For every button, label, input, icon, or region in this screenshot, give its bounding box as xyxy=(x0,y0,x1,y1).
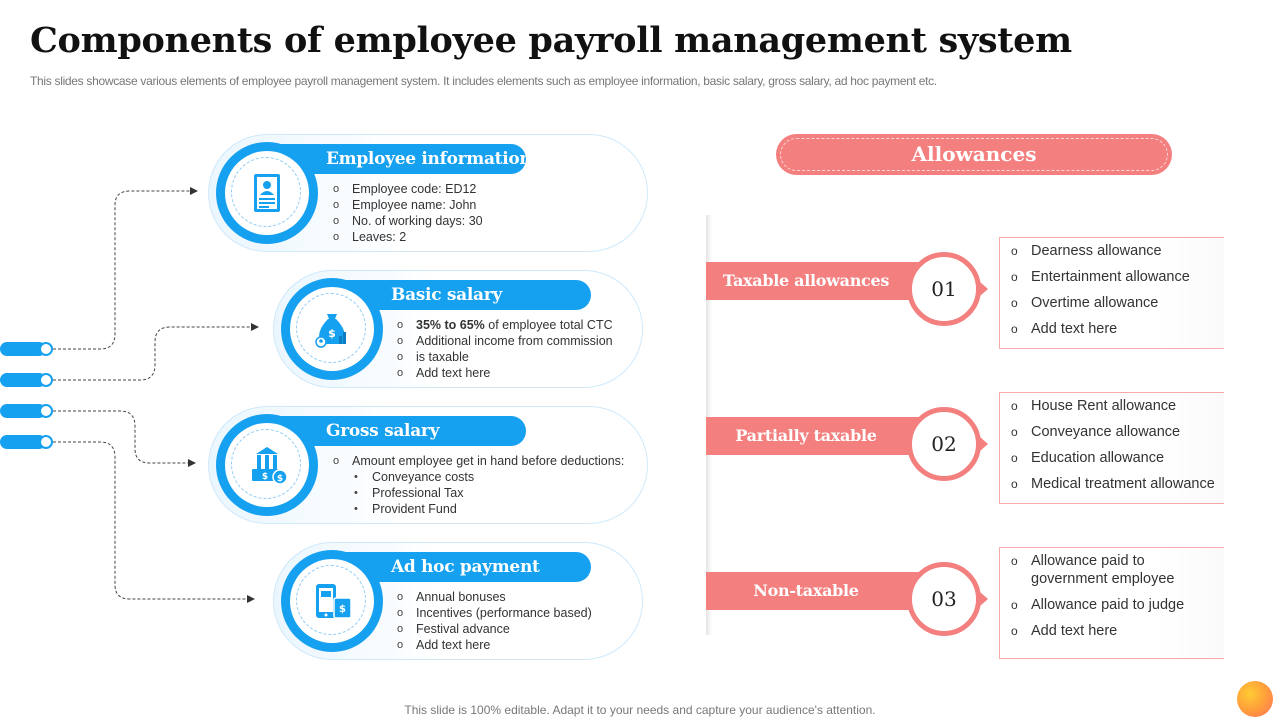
list-item-continuation: o is taxable xyxy=(396,349,613,365)
basic-salary-list xyxy=(396,317,613,381)
list-item: o Entertainment allowance xyxy=(1009,268,1190,286)
employee-information-card xyxy=(208,134,648,252)
svg-text:$: $ xyxy=(276,474,284,484)
gross-salary-card xyxy=(208,406,648,524)
list-item: o Add text here xyxy=(1009,622,1209,640)
ad-hoc-payment-label: Ad hoc payment xyxy=(391,557,540,577)
allowance-list xyxy=(1009,397,1215,501)
allowance-list xyxy=(1009,242,1190,346)
list-item: o Allowance paid to government employee xyxy=(1009,552,1209,588)
allowance-row-label: Taxable allowances xyxy=(722,271,890,290)
connector-employee-information xyxy=(48,191,197,349)
list-item: o Incentives (performance based) xyxy=(396,605,592,621)
decorative-gradient-circle xyxy=(1237,681,1273,717)
list-item: o Amount employee get in hand before deductions: • Conveyance costs • Professional Tax • Provident Fund xyxy=(332,453,624,517)
list-item: o Employee code: ED12 xyxy=(332,181,483,197)
allowance-row-label: Partially taxable xyxy=(735,426,877,445)
ad-hoc-payment-card xyxy=(273,542,643,660)
allowances-title: Allowances xyxy=(911,142,1037,166)
list-item: o No. of working days: 30 xyxy=(332,213,483,229)
svg-text:$: $ xyxy=(261,472,269,482)
left-tab-node xyxy=(40,343,52,355)
list-item: o Dearness allowance xyxy=(1009,242,1190,260)
employee-id-card-icon xyxy=(242,168,292,218)
employee-information-label: Employee information xyxy=(326,149,532,169)
gross-salary-list xyxy=(332,453,624,517)
list-item: o Overtime allowance xyxy=(1009,294,1190,312)
page-subtitle: This slides showcase various elements of employee payroll management system. It includes elements such as employee information, basic salary, gross salary, ad hoc payment etc. xyxy=(30,74,937,88)
cash-building-icon xyxy=(242,440,292,490)
list-item: o Conveyance allowance xyxy=(1009,423,1215,441)
money-bag-icon xyxy=(307,304,357,354)
list-item: o House Rent allowance xyxy=(1009,397,1215,415)
allowance-row-number: 01 xyxy=(931,277,957,301)
sub-list-item: • Conveyance costs xyxy=(352,469,624,485)
allowance-list xyxy=(1009,552,1209,648)
list-item: o Employee name: John xyxy=(332,197,483,213)
ad-hoc-payment-list xyxy=(396,589,592,653)
sub-list-item: • Provident Fund xyxy=(352,501,624,517)
mobile-payment-icon xyxy=(307,576,357,626)
allowance-row-partially-taxable xyxy=(706,398,1226,522)
gross-salary-label: Gross salary xyxy=(326,421,440,441)
footer-note: This slide is 100% editable. Adapt it to your needs and capture your audience's attention. xyxy=(404,703,876,717)
list-item: o Festival advance xyxy=(396,621,592,637)
gross-salary-sublist xyxy=(352,469,624,517)
list-item: o Allowance paid to judge xyxy=(1009,596,1209,614)
left-tabs xyxy=(0,342,52,449)
allowance-row-number: 03 xyxy=(931,587,957,611)
allowance-row-number: 02 xyxy=(931,432,957,456)
basic-salary-card xyxy=(273,270,643,388)
arrow-right-icon xyxy=(980,437,988,451)
list-item: o Medical treatment allowance xyxy=(1009,475,1215,493)
allowance-row-label: Non-taxable xyxy=(753,581,859,600)
list-item: o Add text here xyxy=(1009,320,1190,338)
list-item: o Add text here xyxy=(396,365,613,381)
list-item: o Leaves: 2 xyxy=(332,229,483,245)
left-tab-node xyxy=(40,436,52,448)
sub-list-item: • Professional Tax xyxy=(352,485,624,501)
list-item: o Additional income from commission xyxy=(396,333,613,349)
connector-basic-salary xyxy=(48,327,258,380)
page-title: Components of employee payroll management system xyxy=(30,20,1072,61)
list-item: o Annual bonuses xyxy=(396,589,592,605)
employee-information-list xyxy=(332,181,483,245)
connector-gross-salary xyxy=(48,411,195,463)
list-item: o 35% to 65% of employee total CTC xyxy=(396,317,613,333)
arrow-right-icon xyxy=(980,282,988,296)
basic-salary-label: Basic salary xyxy=(391,285,502,305)
allowance-row-taxable xyxy=(706,243,1226,367)
svg-text:$: $ xyxy=(339,604,346,615)
svg-text:$: $ xyxy=(328,327,336,340)
list-item: o Education allowance xyxy=(1009,449,1215,467)
left-tab-node xyxy=(40,374,52,386)
arrow-right-icon xyxy=(980,592,988,606)
allowances-header xyxy=(776,134,1172,175)
left-tab-node xyxy=(40,405,52,417)
list-item: o Add text here xyxy=(396,637,592,653)
allowance-row-non-taxable xyxy=(706,553,1226,677)
